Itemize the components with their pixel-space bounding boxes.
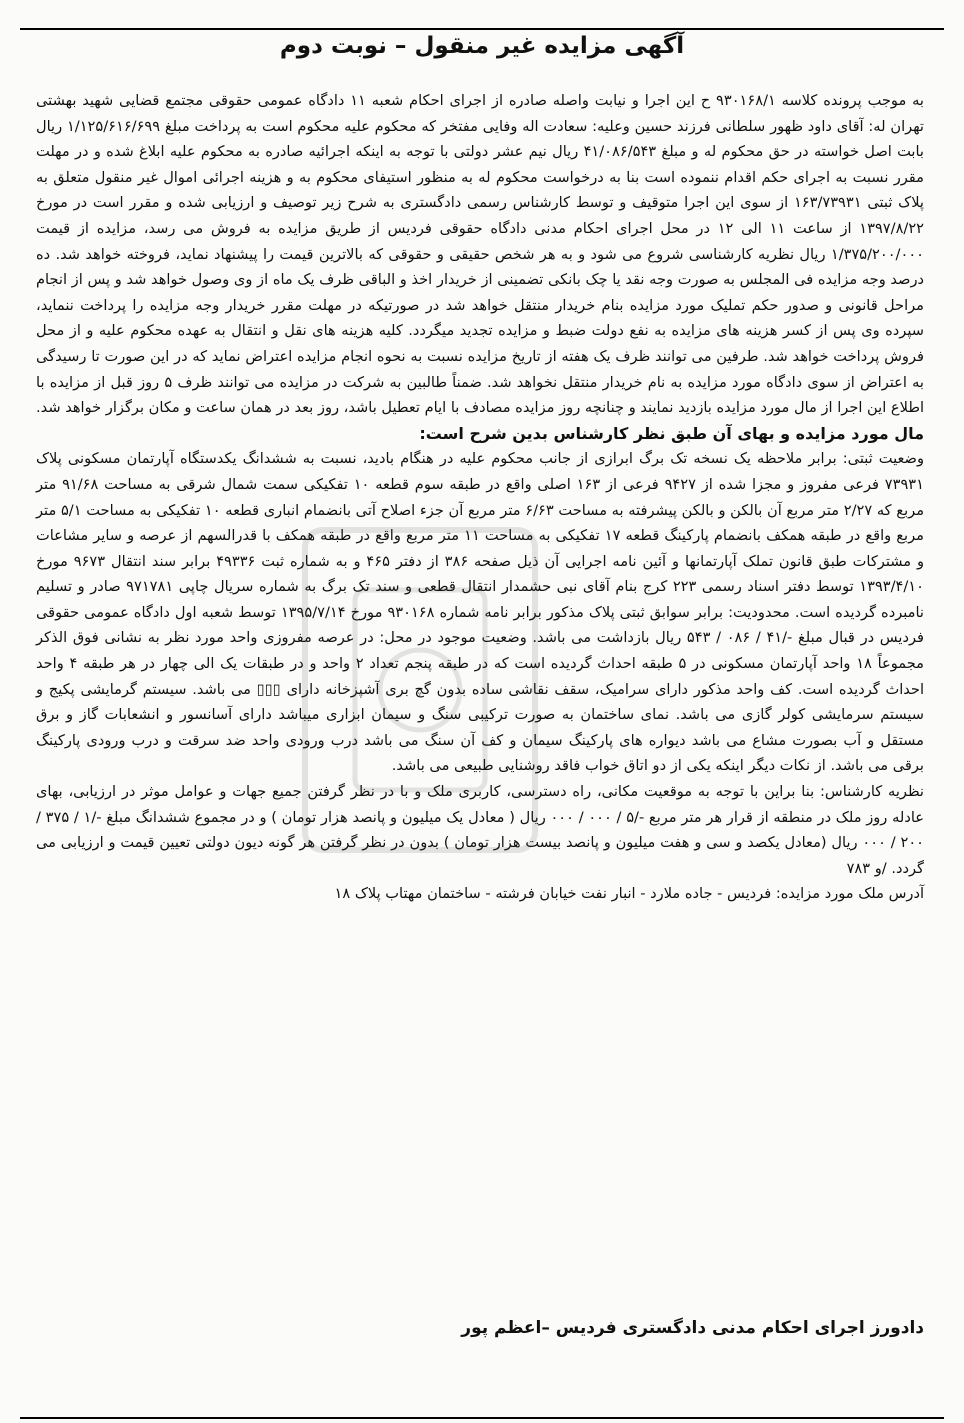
top-rule [20, 28, 944, 30]
notice-body [36, 88, 924, 907]
notice-title: آگهی مزایده غیر منقول – نوبت دوم [279, 33, 685, 59]
main-paragraph: به موجب پرونده کلاسه ۹۳۰۱۶۸/۱ ح این اجرا و نیابت واصله صادره از اجرای احکام شعبه ۱۱ دادگاه عمومی حقوقی مجتمع قضایی شهید بهشتی تهران له: آقای داود ظهور سلطانی فرزند حسین وعلیه: سعادت اله وفایی مفتخر که محکوم علیه محکوم است به پرداخت مبلغ ۱/۱۲۵/۶۱۶/۶۹۹ ریال بابت اصل خواسته در حق محکوم له و مبلغ ۴۱/۰۸۶/۵۴۳ ریال نیم عشر دولتی با توجه به اینکه اجرائیه صادره به محکوم علیه ابلاغ شده و در مهلت مقرر نسبت به اجرای حکم اقدام ننموده است بنا به درخواست محکوم له به منظور استیفای محکوم به و هزینه اجرائی اموال غیر منقول متعلق به پلاک ثبتی ۱۶۳/۷۳۹۳۱ از سوی این اجرا متوقیف و توسط کارشناس رسمی دادگستری به شرح زیر توصیف و ارزیابی شده و مقرر است در مورخ ۱۳۹۷/۸/۲۲ از ساعت ۱۱ الی ۱۲ در محل اجرای احکام مدنی دادگاه حقوقی فردیس از طریق مزایده به فروش می رسد، مزایده از قیمت ۱/۳۷۵/۲۰۰/۰۰۰ ریال نظریه کارشناسی شروع می شود و به هر شخص حقیقی و حقوقی که بالاترین قیمت را پیشنهاد نماید، فروخته خواهد شد. ده درصد وجه مزایده فی المجلس به صورت وجه نقد یا چک بانکی تضمینی از خریدار اخذ و الباقی ظرف یک ماه از وی وصول خواهد شد و پس از انجام مراحل قانونی و صدور حکم تملیک مورد مزایده بنام خریدار منتقل خواهد شد در صورتیکه در مهلت مقرر خریدار وجه مزایده را پرداخت ننماید، سپرده وی پس از کسر هزینه های مزایده به نفع دولت ضبط و مزایده تجدید میگردد. کلیه هزینه های نقل و انتقال به عهده محکوم علیه و از محل فروش پرداخت خواهد شد. طرفین می توانند ظرف یک هفته از تاریخ مزایده نسبت به نحوه انجام مزایده اعتراض نماید که در این صورت تا رسیدگی به اعتراض از سوی دادگاه مورد مزایده به نام خریدار منتقل نخواهد شد. ضمناً طالبین به شرکت در مزایده می توانند ظرف ۵ روز قبل از مزایده با اطلاع این اجرا از مال مورد مزایده بازدید نمایند و چنانچه روز مزایده مصادف با ایام تعطیل باشد، روز بعد در همان ساعت و مکان برگزار خواهد شد. [36, 92, 924, 417]
bottom-rule [20, 1417, 944, 1419]
property-address: آدرس ملک مورد مزایده: فردیس - جاده ملارد - انبار نفت خیابان فرشته - ساختمان مهتاب پلاک ۱۸ [334, 885, 924, 903]
expert-opinion-paragraph: نظریه کارشناس: بنا براین با توجه به موقعیت مکانی، راه دسترسی، کاربری ملک و با در نظر گرفتن جمیع جهات و عوامل موثر در ارزیابی، بهای عادله روز ملک در منطقه از قرار هر متر مربع -/۵ / ۰۰۰ / ۰۰۰ ریال ( معادل یک میلیون و پانصد هزار تومان ) و در مجموع ششدانگ مبلغ -/۱ / ۳۷۵ / ۲۰۰ / ۰۰۰ ریال (معادل یکصد و سی و هفت میلیون و پانصد بیست هزار تومان ) بدون در نظر گرفتن هر گونه دیون دولتی تعیین قیمت و ارزیابی می گردد. /و ۷۸۳ [36, 783, 924, 877]
registration-status-paragraph: وضعیت ثبتی: برابر ملاحظه یک نسخه تک برگ ابرازی از جانب محکوم علیه در هنگام بادید، نسبت به ششدانگ یکدستگاه آپارتمان مسکونی پلاک ۷۳۹۳۱ فرعی مفروز و مجزا شده از ۹۴۲۷ فرعی از ۱۶۳ اصلی واقع در طبقه سوم قطعه ۱۰ تفکیکی سمت شمال شرقی به مساحت ۹۱/۶۸ متر مربع که ۲/۲۷ متر مربع آن بالکن و بالکن پیشرفته به مساحت ۶/۶۳ متر مربع آن جزء اصلاح آتی بانضمام انباری قطعه ۱۰ تفکیکی به مساحت ۵/۱ متر مربع واقع در طبقه همکف بانضمام پارکینگ قطعه ۱۷ تفکیکی به مساحت ۱۱ متر مربع واقع در طبقه همکف با قدرالسهم از عرصه و سایر مشاعات و مشترکات طبق قانون تملک آپارتمانها و آئین نامه اجرایی آن ذیل صفحه ۳۸۶ از دفتر ۴۶۵ و به شماره ثبت ۴۹۳۳۶ برابر سند انتقال ۹۶۷۳ مورخ ۱۳۹۳/۴/۱۰ توسط دفتر اسناد رسمی ۲۲۳ کرج بنام آقای نبی حشمدار انتقال قطعی و سند تک برگ به شماره سریال چاپی ۹۷۱۷۸۱ صادر و تسلیم نامبرده گردیده است. محدودیت: برابر سوابق ثبتی پلاک مذکور برابر نامه شماره ۹۳۰۱۶۸ مورخ ۱۳۹۵/۷/۱۴ توسط شعبه اول دادگاه عمومی حقوقی فردیس در قبال مبلغ -/۴۱ / ۰۸۶ / ۵۴۳ ریال بازداشت می باشد. وضعیت موجود در محل: در عرصه مفروزی واحد مورد نظر به نشانی فوق الذکر مجموعاً ۱۸ واحد آپارتمان مسکونی در ۵ طبقه احداث گردیده است که در طبقه پنجم تعداد ۲ واحد و در طبقات یک الی چهار در هر طبقه ۴ واحد احداث گردیده است. کف واحد مذکور دارای سرامیک، سقف نقاشی ساده بدون گچ بری آشپزخانه دارای ▯▯▯ می باشد. سیستم گرمایشی پکیج و سیستم سرمایشی کولر گازی می باشد. نمای ساختمان به صورت ترکیبی سنگ و سیمان ابزاری میباشد دارای آسانسور و انشعابات گاز و برق مستقل و آب بصورت مشاع می باشد دیواره های پارکینگ سیمان و کف آن سنگ می باشد درب ورودی واحد ضد سرقت و درب ورودی پارکینگ برقی می باشد. از نکات دیگر اینکه یکی از دو اتاق خواب فاقد روشنایی طبیعی می باشد. [36, 450, 925, 775]
signature-line: دادورز اجرای احکام مدنی دادگستری فردیس –اعظم پور [461, 1318, 924, 1338]
section-heading: مال مورد مزایده و بهای آن طبق نظر کارشناس بدین شرح است: [419, 423, 924, 443]
